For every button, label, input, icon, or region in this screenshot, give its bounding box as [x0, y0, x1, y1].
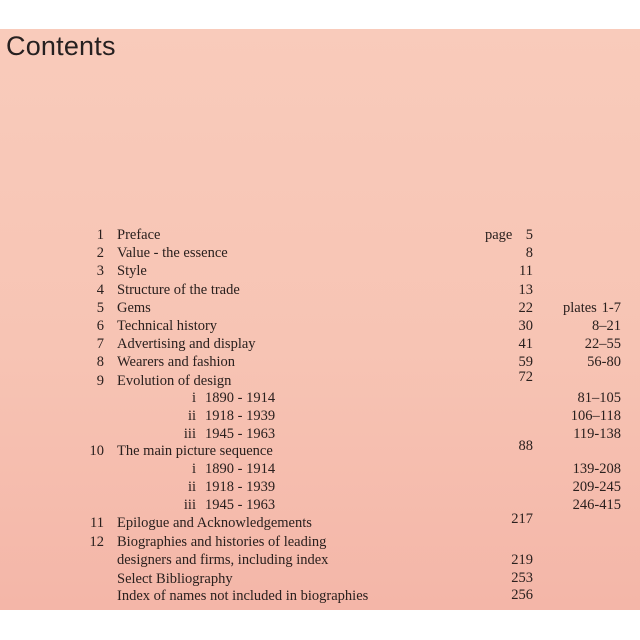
chapter-number: 5 — [96, 300, 104, 316]
toc-entry-epilogue — [0, 511, 640, 532]
chapter-title: Evolution of design — [117, 373, 232, 389]
toc-subentry — [0, 389, 640, 407]
plates-range: 1-7 — [601, 300, 621, 316]
toc-entry-value — [0, 244, 640, 262]
toc-entry-evolution — [0, 369, 640, 390]
table-of-contents — [0, 29, 640, 610]
chapter-number: 8 — [96, 354, 104, 370]
toc-entry-technical-history — [0, 317, 640, 335]
chapter-title: Select Bibliography — [117, 571, 233, 587]
plates-range: 246-415 — [572, 497, 621, 513]
page-number: 256 — [511, 587, 533, 603]
chapter-title: Value - the essence — [117, 245, 228, 261]
page-number: 217 — [511, 511, 533, 527]
chapter-title: designers and firms, including index — [117, 552, 329, 568]
toc-entry-structure — [0, 281, 640, 299]
toc-entry-preface — [0, 226, 640, 244]
subsection-years: 1945 - 1963 — [205, 426, 276, 442]
page-number: 59 — [518, 354, 533, 370]
toc-subentry — [0, 496, 640, 514]
chapter-title: Style — [117, 263, 147, 279]
plates-range: 139-208 — [572, 461, 621, 477]
subsection-numeral: ii — [187, 479, 196, 495]
page-number: 219 — [511, 552, 533, 568]
chapter-title: Wearers and fashion — [117, 354, 236, 370]
toc-entry-biographies-cont — [0, 551, 640, 569]
subsection-years: 1918 - 1939 — [205, 408, 276, 424]
page-number: 41 — [518, 336, 533, 352]
page-number: 13 — [518, 282, 533, 298]
chapter-number: 3 — [96, 263, 104, 279]
subsection-numeral: i — [191, 461, 196, 477]
toc-entry-biographies — [0, 533, 640, 551]
chapter-title: Biographies and histories of leading — [117, 534, 327, 550]
plates-range: 56-80 — [587, 354, 621, 370]
subsection-years: 1945 - 1963 — [205, 497, 276, 513]
toc-entry-index-of-names — [0, 587, 640, 605]
chapter-title: Preface — [117, 227, 161, 243]
subsection-numeral: ii — [187, 408, 196, 424]
subsection-years: 1890 - 1914 — [205, 390, 276, 406]
subsection-years: 1918 - 1939 — [205, 479, 276, 495]
page-title: Contents — [6, 31, 116, 61]
toc-entry-wearers — [0, 353, 640, 371]
chapter-title: Gems — [117, 300, 151, 316]
toc-subentry — [0, 425, 640, 443]
toc-entry-style — [0, 262, 640, 280]
page-label: page — [485, 227, 513, 243]
chapter-number: 7 — [96, 336, 104, 352]
plates-range: 106–118 — [570, 408, 621, 424]
plates-label: plates — [563, 300, 597, 316]
page-number: 30 — [518, 318, 533, 334]
toc-subentry — [0, 460, 640, 478]
chapter-number: 6 — [96, 318, 104, 334]
page-number: 11 — [519, 263, 533, 279]
subsection-numeral: iii — [183, 426, 196, 442]
chapter-number: 9 — [96, 373, 104, 389]
toc-entry-main-picture-sequence — [0, 438, 640, 460]
plates-range: 209-245 — [572, 479, 621, 495]
toc-subentry — [0, 407, 640, 425]
page-number: 22 — [518, 300, 533, 316]
toc-entry-gems — [0, 299, 640, 317]
subsection-numeral: i — [191, 390, 196, 406]
chapter-number: 1 — [96, 227, 104, 243]
chapter-title: Advertising and display — [117, 336, 256, 352]
page-number: 72 — [518, 369, 533, 385]
toc-subentry — [0, 478, 640, 496]
chapter-number: 10 — [89, 443, 104, 459]
plates-range: 22–55 — [584, 336, 621, 352]
toc-entry-advertising — [0, 335, 640, 353]
chapter-number: 2 — [96, 245, 104, 261]
subsection-years: 1890 - 1914 — [205, 461, 276, 477]
chapter-title: Epilogue and Acknowledgements — [117, 515, 312, 531]
page-number: 88 — [518, 438, 533, 454]
subsection-numeral: iii — [183, 497, 196, 513]
plates-range: 119-138 — [573, 426, 621, 442]
plates-range: 81–105 — [577, 390, 621, 406]
plates-range: 8–21 — [592, 318, 621, 334]
chapter-title: Technical history — [117, 318, 218, 334]
page-number: 8 — [525, 245, 533, 261]
chapter-number: 11 — [90, 515, 104, 531]
chapter-number: 4 — [96, 282, 104, 298]
chapter-title: Index of names not included in biographies — [117, 588, 369, 604]
chapter-title: Structure of the trade — [117, 282, 240, 298]
contents-page — [0, 29, 640, 610]
chapter-title: The main picture sequence — [117, 443, 273, 459]
page-number: 5 — [525, 227, 533, 243]
page-number: 253 — [511, 570, 533, 586]
toc-entry-bibliography — [0, 570, 640, 588]
chapter-number: 12 — [89, 534, 104, 550]
